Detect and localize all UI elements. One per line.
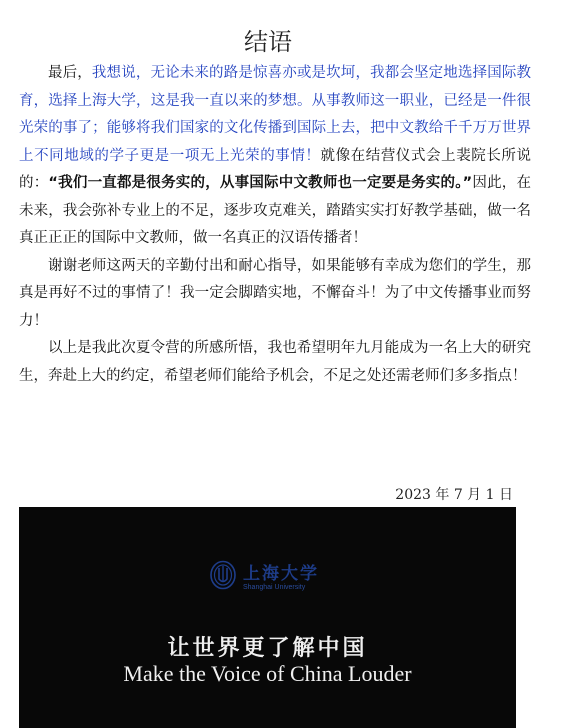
logo-chinese-name: 上海大学 — [243, 564, 319, 584]
paragraph-3 — [19, 335, 531, 390]
university-logo — [209, 559, 319, 591]
body-text — [19, 60, 531, 390]
text-segment: 就像在结营仪式会上裴院长所说的： — [19, 147, 531, 191]
paragraph-2 — [19, 253, 531, 336]
highlighted-text: 我想说，无论未来的路是惊喜亦或是坎坷，我都会坚定地选择国际教育，选择上海大学，这是我一直以来的梦想。从事教师这一职业，已经是一件很光荣的事了；能够将我们国家的文化传播到国际上去，把中文教给千千万万世界上不同地域的学子更是一项无上光荣的事情！ — [19, 65, 531, 164]
text-segment: 因此，在未来，我会弥补专业上的不足，逐步攻克难关，踏踏实实打好教学基础，做一名真正正正的国际中文教师，做一名真正的汉语传播者！ — [19, 175, 532, 246]
quoted-text: “我们一直都是很务实的，从事国际中文教师也一定要是务实的。” — [48, 175, 473, 191]
paragraph-1 — [19, 60, 531, 253]
logo-english-name: Shanghai University — [243, 584, 306, 591]
slogan-chinese: 让世界更了解中国 — [167, 635, 368, 661]
slogan-english: Make the Voice of China Louder — [123, 661, 412, 686]
date: 2023 年 7 月 1 日 — [395, 487, 513, 503]
page-title: 结语 — [244, 28, 292, 56]
video-frame[interactable] — [19, 507, 516, 728]
university-emblem-icon — [209, 560, 237, 590]
text-segment: 谢谢老师这两天的辛勤付出和耐心指导，如果能够有幸成为您们的学生，那真是再好不过的事情了！我一定会脚踏实地，不懈奋斗！为了中文传播事业而努力！ — [19, 257, 531, 329]
text-segment: 最后， — [48, 65, 92, 81]
text-segment: 以上是我此次夏令营的所感所悟，我也希望明年九月能成为一名上大的研究生，奔赴上大的约定，希望老师们能给予机会，不足之处还需老师们多多指点！ — [19, 340, 531, 384]
